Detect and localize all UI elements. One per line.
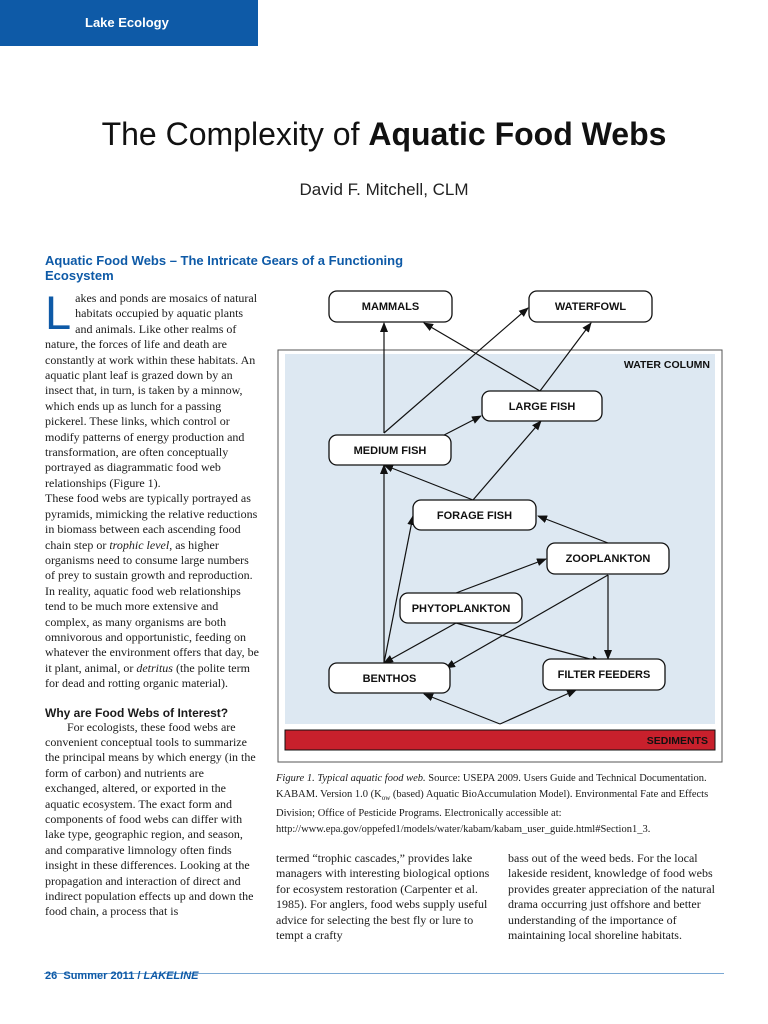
water-column-label: WATER COLUMN bbox=[623, 359, 710, 371]
node-filter-feeders bbox=[543, 659, 665, 690]
sediments-label: SEDIMENTS bbox=[646, 735, 708, 747]
section-tab bbox=[0, 0, 258, 46]
middle-column bbox=[276, 851, 490, 943]
node-phytoplankton bbox=[400, 593, 522, 623]
section-tab-label: Lake Ecology bbox=[85, 15, 169, 30]
right-column bbox=[508, 851, 724, 943]
node-benthos-label: BENTHOS bbox=[362, 673, 417, 685]
node-zooplankton bbox=[547, 543, 669, 574]
node-mammals-label: MAMMALS bbox=[361, 301, 420, 313]
node-filter-feeders-label: FILTER FEEDERS bbox=[557, 669, 651, 681]
para2-b: , as higher organisms need to consume large numbers of prey to sustain growth and reproduction. In reality, aquatic food web relationships tend to be much more extensive and complex, as many organisms are both omnivorous and opportunistic, feeding on whatever the environment offers that day, be it plant, animal, or bbox=[45, 537, 259, 675]
paragraph-1 bbox=[45, 286, 259, 491]
page-footer bbox=[45, 970, 198, 982]
issue-label: Summer 2011 / bbox=[63, 970, 144, 982]
node-waterfowl-label: WATERFOWL bbox=[554, 301, 627, 313]
paragraph-4: termed “trophic cascades,” provides lake managers with interesting biological options for ecosystem restoration (Carpenter et al. 1985). For anglers, food webs supply useful advice for selecting the best fly or lure to tempt a crafty bbox=[276, 851, 490, 943]
para2-a: These food webs are typically portrayed as pyramids, mimicking the relative reductions in biomass between each ascending food chain step or bbox=[45, 491, 258, 552]
author-byline: David F. Mitchell, CLM bbox=[299, 180, 469, 199]
paragraph-2 bbox=[45, 491, 259, 691]
caption-subscript: ow bbox=[381, 793, 391, 802]
title-plain: The Complexity of bbox=[101, 116, 369, 152]
section-heading: Aquatic Food Webs – The Intricate Gears of a Functioning Ecosystem bbox=[45, 253, 404, 283]
title-bold: Aquatic Food Webs bbox=[368, 116, 667, 152]
paragraph-5: bass out of the weed beds. For the local lakeside resident, knowledge of food webs provides greater appreciation of the natural drama occurring just offshore and better understanding of the importance of maintaining local shoreline habitats. bbox=[508, 851, 715, 943]
caption-label: Figure 1. Typical aquatic food web. bbox=[276, 773, 426, 784]
node-forage-fish-label: FORAGE FISH bbox=[436, 510, 513, 522]
node-forage-fish bbox=[413, 500, 536, 530]
article-title bbox=[0, 116, 768, 153]
subheading: Why are Food Webs of Interest? bbox=[45, 705, 229, 720]
magazine-name: LAKELINE bbox=[143, 970, 199, 982]
drop-cap: L bbox=[45, 286, 72, 339]
para2-c: (the polite term for dead and rotting organic material). bbox=[45, 660, 250, 691]
node-medium-fish bbox=[329, 435, 451, 465]
para2-em1: trophic level bbox=[109, 537, 170, 552]
node-waterfowl bbox=[529, 291, 652, 322]
node-medium-fish-label: MEDIUM FISH bbox=[353, 445, 427, 457]
node-mammals bbox=[329, 291, 452, 322]
caption-text-1: Source: USEPA 2009. Users Guide and Technical Documentation. KABAM. Version 1.0 (K bbox=[276, 773, 707, 800]
node-zooplankton-label: ZOOPLANKTON bbox=[565, 553, 651, 565]
para1-text: akes and ponds are mosaics of natural habitats occupied by aquatic plants and animals. Like other realms of nature, the forces of life and death are constantly at work within these habitats. An aquatic plant leaf is grazed down by an insect that, in turn, is taken by a minnow, which ends up as lunch for a passing pickerel. These links, which control or modify patterns of energy production and transformation, are often conceptually portrayed as diagrammatic food web relationships (Figure 1). bbox=[45, 291, 258, 490]
caption-text-2: (based) Aquatic BioAccumulation Model). Environmental Fate and Effects Division; Office of Pesticide Programs. Electronically accessible at: http://www.epa.gov/oppefed1/models/water/kabam/kabam_user_guide.html#Section1_3. bbox=[276, 788, 709, 835]
para2-em2: detritus bbox=[136, 660, 173, 675]
figure-caption bbox=[276, 771, 726, 837]
page-number: 26 bbox=[45, 970, 58, 982]
food-web-figure bbox=[276, 288, 724, 764]
node-phytoplankton-label: PHYTOPLANKTON bbox=[411, 603, 511, 615]
left-column bbox=[45, 286, 259, 920]
node-benthos bbox=[329, 663, 450, 693]
node-large-fish-label: LARGE FISH bbox=[508, 401, 576, 413]
paragraph-3: For ecologists, these food webs are convenient conceptual tools to summarize the principal means by which energy (in the form of carbon) and nutrients are exchanged, altered, or exported in the aquatic ecosystem. The exact form and components of food webs can differ with lake type, geographic region, and season, and comparative limnology often finds insight in these differences. Looking at the propagation and interaction of direct and indirect population effects up and down the food chain, a process that is bbox=[45, 719, 256, 919]
node-large-fish bbox=[482, 391, 602, 421]
